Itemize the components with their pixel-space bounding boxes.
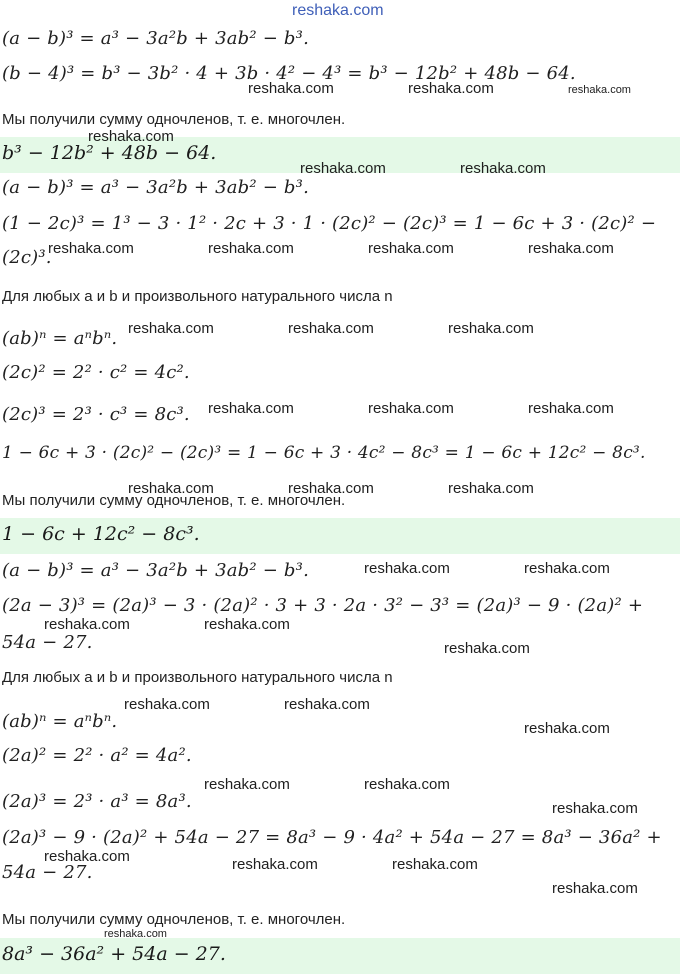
watermark: reshaka.com xyxy=(448,480,534,497)
answer-box xyxy=(0,938,680,974)
formula-line: (b − 4)³ = b³ − 3b² · 4 + 3b · 4² − 4³ = b³ − 12b² + 48b − 64. xyxy=(2,63,576,84)
watermark: reshaka.com xyxy=(128,480,214,497)
watermark: reshaka.com xyxy=(288,480,374,497)
watermark: reshaka.com xyxy=(392,856,478,873)
watermark: reshaka.com xyxy=(208,400,294,417)
watermark: reshaka.com xyxy=(48,240,134,257)
watermark: reshaka.com xyxy=(44,848,130,865)
text-line: Мы получили сумму одночленов, т. е. многочлен. xyxy=(2,492,346,509)
formula-line: 1 − 6c + 3 · (2c)² − (2c)³ = 1 − 6c + 3 · 4c² − 8c³ = 1 − 6c + 12c² − 8c³. xyxy=(2,443,646,463)
watermark: reshaka.com xyxy=(208,240,294,257)
formula-line: (2a)² = 2² · a² = 4a². xyxy=(2,745,192,766)
answer-formula: 1 − 6c + 12c² − 8c³. xyxy=(2,523,200,545)
watermark: reshaka.com xyxy=(300,160,386,177)
formula-line: (2a)³ − 9 · (2a)² + 54a − 27 = 8a³ − 9 · 4a² + 54a − 27 = 8a³ − 36a² + xyxy=(2,827,662,848)
watermark: reshaka.com xyxy=(128,320,214,337)
watermark: reshaka.com xyxy=(284,696,370,713)
formula-line: 54a − 27. xyxy=(2,632,93,653)
watermark: reshaka.com xyxy=(124,696,210,713)
text-line: Мы получили сумму одночленов, т. е. многочлен. xyxy=(2,911,346,928)
watermark: reshaka.com xyxy=(408,80,494,97)
watermark: reshaka.com xyxy=(368,400,454,417)
text-line: Для любых a и b и произвольного натурального числа n xyxy=(2,669,393,686)
watermark: reshaka.com xyxy=(460,160,546,177)
text-line: Мы получили сумму одночленов, т. е. многочлен. xyxy=(2,111,346,128)
answer-box xyxy=(0,518,680,554)
watermark: reshaka.com xyxy=(568,84,631,96)
watermark: reshaka.com xyxy=(552,880,638,897)
watermark: reshaka.com xyxy=(444,640,530,657)
formula-line: (a − b)³ = a³ − 3a²b + 3ab² − b³. xyxy=(2,28,309,49)
watermark: reshaka.com xyxy=(204,776,290,793)
formula-line: (2c)³. xyxy=(2,247,52,268)
watermark: reshaka.com xyxy=(524,560,610,577)
watermark: reshaka.com xyxy=(524,720,610,737)
watermark: reshaka.com xyxy=(288,320,374,337)
formula-line: (ab)ⁿ = aⁿbⁿ. xyxy=(2,328,118,349)
watermark: reshaka.com xyxy=(232,856,318,873)
formula-line: (ab)ⁿ = aⁿbⁿ. xyxy=(2,711,118,732)
formula-line: (2c)³ = 2³ · c³ = 8c³. xyxy=(2,404,190,425)
formula-line: (1 − 2c)³ = 1³ − 3 · 1² · 2c + 3 · 1 · (2c)² − (2c)³ = 1 − 6c + 3 · (2c)² − xyxy=(2,213,657,234)
answer-formula: 8a³ − 36a² + 54a − 27. xyxy=(2,943,226,965)
watermark: reshaka.com xyxy=(528,240,614,257)
watermark: reshaka.com xyxy=(88,128,174,145)
watermark: reshaka.com xyxy=(104,928,167,940)
text-line: Для любых a и b и произвольного натурального числа n xyxy=(2,288,393,305)
watermark: reshaka.com xyxy=(364,776,450,793)
watermark: reshaka.com xyxy=(44,616,130,633)
watermark: reshaka.com xyxy=(448,320,534,337)
formula-line: (2c)² = 2² · c² = 4c². xyxy=(2,362,190,383)
site-watermark-header[interactable]: reshaka.com xyxy=(292,2,384,19)
watermark: reshaka.com xyxy=(368,240,454,257)
watermark: reshaka.com xyxy=(528,400,614,417)
formula-line: (a − b)³ = a³ − 3a²b + 3ab² − b³. xyxy=(2,177,309,198)
formula-line: 54a − 27. xyxy=(2,862,93,883)
formula-line: (a − b)³ = a³ − 3a²b + 3ab² − b³. xyxy=(2,560,309,581)
watermark: reshaka.com xyxy=(364,560,450,577)
watermark: reshaka.com xyxy=(248,80,334,97)
watermark: reshaka.com xyxy=(552,800,638,817)
formula-line: (2a)³ = 2³ · a³ = 8a³. xyxy=(2,791,192,812)
answer-formula: b³ − 12b² + 48b − 64. xyxy=(2,142,217,164)
formula-line: (2a − 3)³ = (2a)³ − 3 · (2a)² · 3 + 3 · 2a · 3² − 3³ = (2a)³ − 9 · (2a)² + xyxy=(2,595,644,616)
watermark: reshaka.com xyxy=(204,616,290,633)
